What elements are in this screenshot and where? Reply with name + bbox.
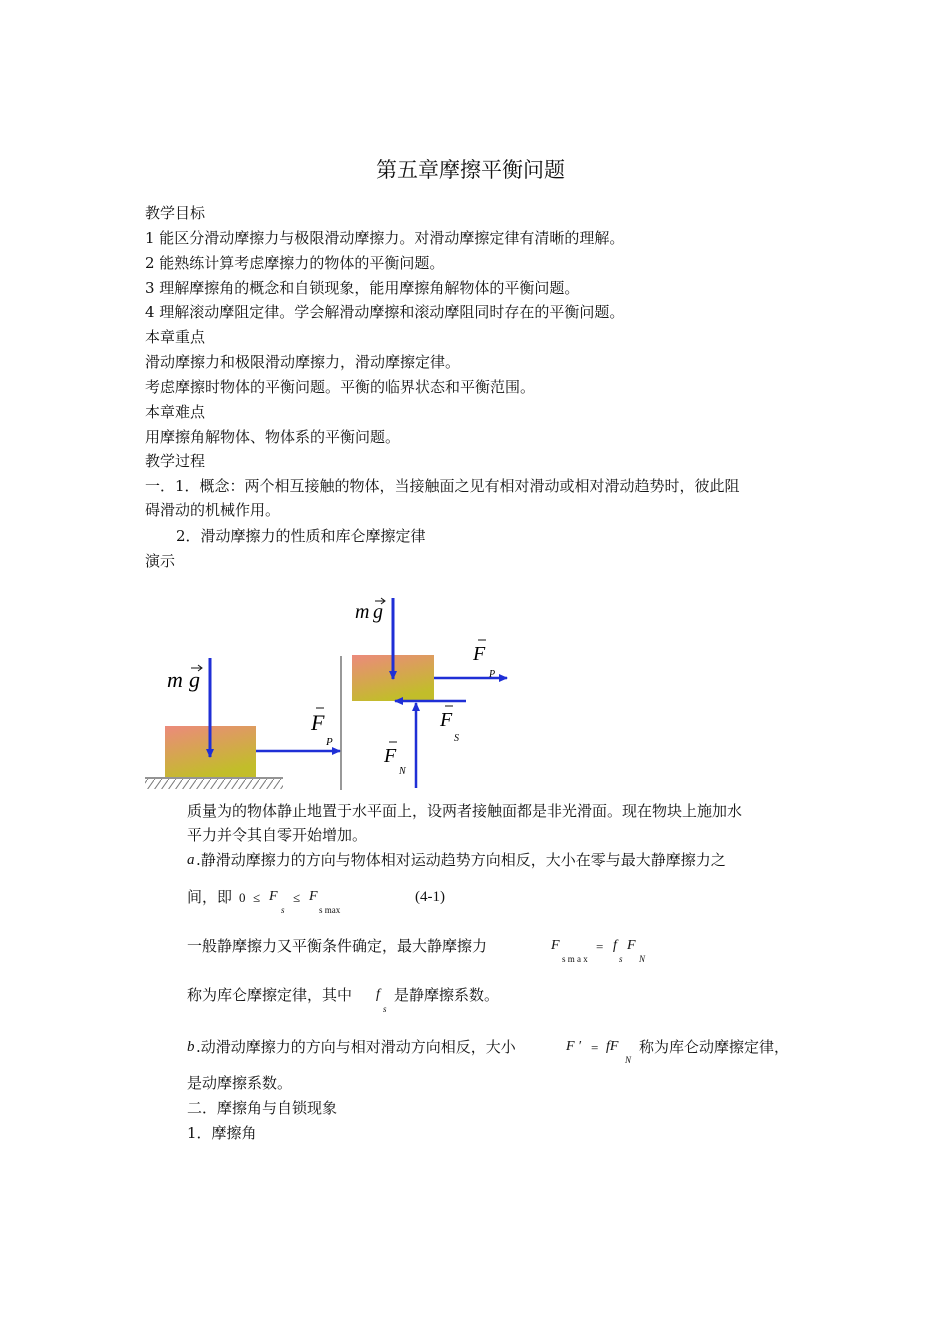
eq1-le: ≤ [293, 890, 301, 905]
eq2-smax-sub: s m a x [562, 954, 588, 964]
eq2-eq: = [596, 939, 604, 954]
right-g-label: g [373, 601, 383, 623]
left-P-sub: P [326, 736, 333, 748]
paragraph-line: 一般静摩擦力又平衡条件确定，最大静摩擦力 [187, 937, 488, 955]
coulomb-s-sub: s [383, 1004, 387, 1014]
paragraph-line: 平力并令其自零开始增加。 [187, 826, 368, 844]
eq3-Fprime: F ′ [566, 1039, 582, 1054]
friction-figure [140, 590, 530, 800]
objective-item: 2 能熟练计算考虑摩擦力的物体的平衡问题。 [145, 254, 445, 272]
key-point-item: 考虑摩擦时物体的平衡问题。平衡的临界状态和平衡范围。 [145, 378, 536, 396]
item-b-line: 称为库仑动摩擦定律， [639, 1038, 790, 1056]
right-F-label: F [473, 643, 486, 665]
right-P-sub: P [489, 669, 496, 680]
eq1-zero: 0 [239, 890, 246, 905]
eq2-N-sub: N [639, 954, 646, 964]
eq1-F: F [309, 889, 318, 904]
concept-line: 一．1．概念：两个相互接触的物体，当接触面之见有相对滑动或相对滑动趋势时，彼此阻 [145, 477, 740, 495]
eq1-smax-sub: s max [319, 905, 341, 915]
concept-line: 碍滑动的机械作用。 [145, 501, 281, 519]
item-a-label: a [187, 852, 195, 868]
difficulties-heading: 本章难点 [145, 403, 206, 421]
left-g-label: g [189, 667, 200, 692]
item-a-line: 间，即 [187, 888, 233, 906]
eq1-F: F [269, 889, 278, 904]
eq1-s-sub: s [281, 905, 285, 915]
paragraph-line: 是静摩擦系数。 [394, 986, 500, 1004]
eq2-F: F [551, 938, 560, 953]
left-F-label: F [311, 710, 325, 735]
eq2-s-sub: s [619, 954, 623, 964]
coulomb-f: f [376, 987, 380, 1002]
eq3-fF: fF [606, 1039, 619, 1054]
key-points-heading: 本章重点 [145, 328, 206, 346]
paragraph-line: 质量为的物体静止地置于水平面上，设两者接触面都是非光滑面。现在物块上施加水 [187, 802, 743, 820]
item-b-label: b [187, 1039, 195, 1055]
normal-F-label: F [384, 745, 397, 767]
section-heading: 二．摩擦角与自锁现象 [187, 1099, 338, 1117]
demo-label: 演示 [145, 552, 176, 570]
objective-item: 3 理解摩擦角的概念和自锁现象，能用摩擦角解物体的平衡问题。 [145, 279, 580, 297]
item-b-line: .动滑动摩擦力的方向与相对滑动方向相反，大小 [196, 1038, 516, 1056]
left-m-label: m [167, 667, 183, 692]
eq3-N-sub: N [625, 1055, 632, 1065]
difficulty-item: 用摩擦角解物体、物体系的平衡问题。 [145, 428, 401, 446]
subsection-heading: 2．滑动摩擦力的性质和库仑摩擦定律 [176, 527, 426, 545]
process-heading: 教学过程 [145, 452, 206, 470]
objective-item: 1 能区分滑动摩擦力与极限滑动摩擦力。对滑动摩擦定律有清晰的理解。 [145, 229, 625, 247]
subsection-heading: 1．摩擦角 [187, 1124, 257, 1142]
eq1-le: ≤ [253, 890, 261, 905]
paragraph-line: 是动摩擦系数。 [187, 1074, 293, 1092]
friction-S-sub: S [454, 733, 459, 744]
normal-N-sub: N [399, 766, 406, 777]
key-point-item: 滑动摩擦力和极限滑动摩擦力，滑动摩擦定律。 [145, 353, 461, 371]
item-a-line: .静滑动摩擦力的方向与物体相对运动趋势方向相反，大小在零与最大静摩擦力之 [196, 851, 726, 869]
eq3-eq: = [591, 1040, 599, 1055]
ground-hatch [145, 779, 283, 789]
eq2-f: f [613, 938, 617, 953]
page-title: 第五章摩擦平衡问题 [376, 158, 565, 182]
right-m-label: m [355, 601, 370, 623]
eq2-F2: F [627, 938, 636, 953]
objectives-heading: 教学目标 [145, 204, 206, 222]
objective-item: 4 理解滚动摩阻定律。学会解滑动摩擦和滚动摩阻同时存在的平衡问题。 [145, 303, 625, 321]
friction-F-label: F [440, 709, 453, 731]
eq1-tag: (4-1) [415, 889, 445, 905]
paragraph-line: 称为库仑摩擦定律，其中 [187, 986, 353, 1004]
